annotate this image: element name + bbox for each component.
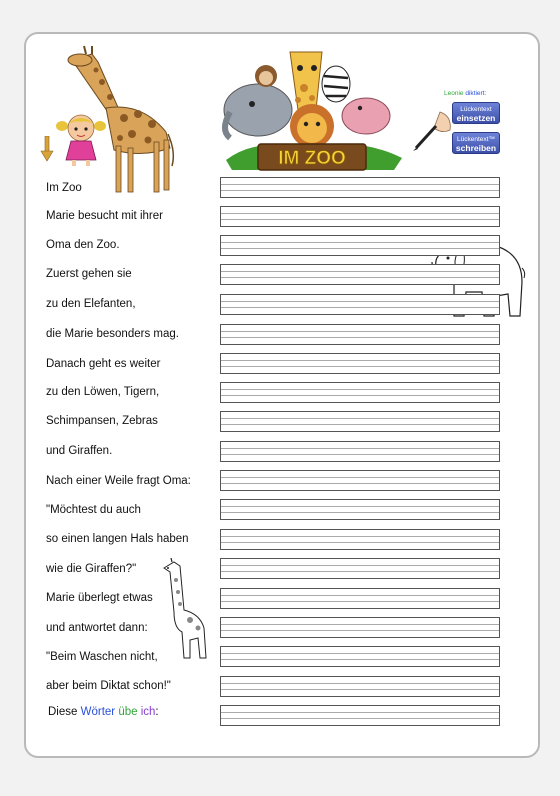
text-line: Marie überlegt etwas	[46, 592, 153, 604]
writing-box[interactable]	[220, 646, 500, 667]
text-line: die Marie besonders mag.	[46, 328, 179, 340]
footer-instruction	[48, 706, 159, 718]
writing-box[interactable]	[220, 411, 500, 432]
writing-box[interactable]	[220, 617, 500, 638]
arrow-down-icon	[40, 136, 54, 162]
pen-hand-icon	[412, 106, 454, 152]
writing-box[interactable]	[220, 470, 500, 491]
text-line: aber beim Diktat schon!"	[46, 680, 171, 692]
writing-box[interactable]	[220, 558, 500, 579]
text-line: zu den Elefanten,	[46, 298, 136, 310]
text-line: Nach einer Weile fragt Oma:	[46, 475, 191, 487]
text-line: Danach geht es weiter	[46, 358, 161, 370]
speaker-label	[444, 90, 486, 97]
text-line: und Giraffen.	[46, 445, 113, 457]
writing-box[interactable]	[220, 206, 500, 227]
footer-prefix: Diese	[48, 706, 81, 718]
insert-gap-text-button[interactable]	[452, 102, 500, 124]
writing-box[interactable]	[220, 529, 500, 550]
text-line: Marie besucht mit ihrer	[46, 210, 163, 222]
text-line: und antwortet dann:	[46, 622, 148, 634]
writing-box[interactable]	[220, 676, 500, 697]
text-line: "Beim Waschen nicht,	[46, 651, 158, 663]
text-line: so einen langen Hals haben	[46, 533, 189, 545]
speaker-action: diktiert:	[465, 90, 487, 97]
insert-gap-text-small: Lückentext	[460, 106, 492, 113]
text-line: wie die Giraffen?"	[46, 563, 137, 575]
writing-box[interactable]	[220, 382, 500, 403]
girl-illustration	[56, 112, 106, 168]
footer-word-ich: ich	[140, 706, 156, 718]
text-line: Schimpansen, Zebras	[46, 415, 158, 427]
giraffe-outline-illustration	[160, 558, 216, 662]
writing-box[interactable]	[220, 705, 500, 726]
write-gap-text-button[interactable]	[452, 132, 500, 154]
text-line: "Möchtest du auch	[46, 504, 141, 516]
write-gap-text-small: Lückentext™	[457, 136, 495, 143]
insert-gap-text-label: einsetzen	[456, 113, 496, 123]
writing-box[interactable]	[220, 441, 500, 462]
footer-word-uebe: übe	[118, 706, 138, 718]
writing-box[interactable]	[220, 499, 500, 520]
writing-box[interactable]	[220, 588, 500, 609]
banner-title: IM ZOO	[278, 148, 346, 169]
footer-suffix: :	[155, 706, 159, 718]
worksheet-title-line: Im Zoo	[46, 182, 82, 194]
zoo-banner-illustration	[218, 40, 408, 175]
writing-box[interactable]	[220, 294, 500, 315]
text-line: Zuerst gehen sie	[46, 268, 132, 280]
writing-box[interactable]	[220, 177, 500, 198]
footer-word-woerter: Wörter	[80, 706, 116, 718]
writing-box[interactable]	[220, 235, 500, 256]
writing-box[interactable]	[220, 353, 500, 374]
writing-box[interactable]	[220, 324, 500, 345]
text-line: zu den Löwen, Tigern,	[46, 386, 160, 398]
text-line: Oma den Zoo.	[46, 239, 120, 251]
write-gap-text-label: schreiben	[455, 143, 497, 153]
writing-box[interactable]	[220, 264, 500, 285]
speaker-name: Leonie	[444, 90, 464, 97]
